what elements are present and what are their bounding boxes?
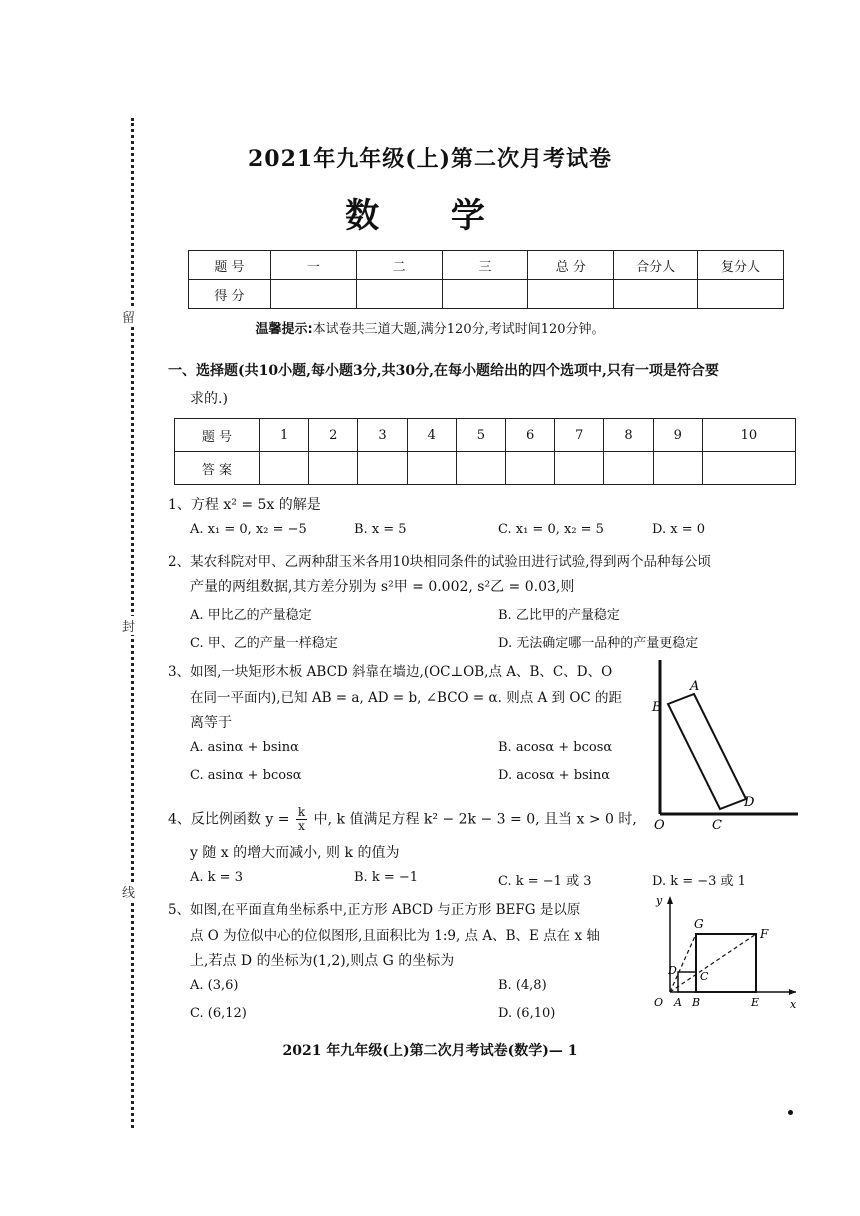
tip-label: 温馨提示:: [255, 322, 313, 337]
label-b: B: [652, 700, 662, 715]
answer-number-cell: 10: [702, 419, 795, 452]
answer-input-cell[interactable]: [653, 452, 702, 485]
label-d: D: [744, 795, 755, 810]
answer-input-cell[interactable]: [506, 452, 555, 485]
section1-heading-line1: 一、选择题(共10小题,每小题3分,共30分,在每小题给出的四个选项中,只有一项是符合要: [168, 363, 719, 379]
q2-option-b: B. 乙比甲的产量稳定: [498, 608, 620, 623]
binding-char-liu: 留: [122, 307, 135, 326]
q3-stem-line1: 3、如图,一块矩形木板 ABCD 斜靠在墙边,(OC⊥OB,点 A、B、C、D、O: [168, 664, 613, 680]
q4-stem-line1: [168, 806, 637, 833]
label-f: F: [760, 927, 769, 941]
score-header-cell: 二: [356, 251, 442, 280]
q2-option-a: A. 甲比乙的产量稳定: [190, 608, 312, 623]
label-x: x: [790, 998, 797, 1011]
score-input-cell[interactable]: [528, 280, 614, 309]
score-input-cell[interactable]: [270, 280, 356, 309]
answer-number-cell: 6: [506, 419, 555, 452]
q2-option-c: C. 甲、乙的产量一样稳定: [190, 636, 338, 651]
answer-number-cell: 7: [555, 419, 604, 452]
y-axis-arrow: [667, 896, 673, 904]
answer-number-cell: 2: [309, 419, 358, 452]
score-input-cell[interactable]: [442, 280, 528, 309]
q2-stem-line2: 产量的两组数据,其方差分别为 s²甲 = 0.002, s²乙 = 0.03,则: [190, 579, 575, 595]
q1-option-d: D. x = 0: [652, 522, 705, 537]
q2-option-d: D. 无法确定哪一品种的产量更稳定: [498, 636, 699, 651]
label-c: C: [700, 970, 709, 983]
answer-input-cell[interactable]: [358, 452, 407, 485]
label-d: D: [668, 964, 677, 977]
answer-input-cell[interactable]: [407, 452, 456, 485]
tip-text: 本试卷共三道大题,满分120分,考试时间120分钟。: [312, 322, 605, 337]
score-header-cell: 题 号: [189, 251, 271, 280]
q4-stem-line2: y 随 x 的增大而减小, 则 k 的值为: [190, 845, 400, 861]
answer-input-cell[interactable]: [260, 452, 309, 485]
answer-input-cell[interactable]: [702, 452, 795, 485]
tip-line: [0, 318, 860, 337]
answer-header-label: 题 号: [175, 419, 260, 452]
answer-number-cell: 8: [604, 419, 653, 452]
score-header-cell: 合分人: [614, 251, 698, 280]
score-input-cell[interactable]: [698, 280, 784, 309]
q3-stem-line3: 离等于: [190, 715, 232, 731]
binding-char-feng: 封: [122, 616, 135, 635]
answer-number-cell: 4: [407, 419, 456, 452]
q4-stem-post: 中, k 值满足方程 k² − 2k − 3 = 0, 且当 x > 0 时,: [313, 811, 637, 828]
q3-figure: [648, 656, 800, 836]
answer-input-cell[interactable]: [555, 452, 604, 485]
q4-frac-den: x: [298, 819, 305, 833]
label-c: C: [712, 818, 722, 833]
exam-title: 2021年九年级(上)第二次月考试卷: [247, 146, 613, 172]
score-header-cell: 一: [270, 251, 356, 280]
q1-option-b: B. x = 5: [354, 522, 407, 537]
rectangle-board: [668, 694, 746, 809]
q4-fraction: [296, 806, 307, 833]
score-input-cell[interactable]: [614, 280, 698, 309]
q5-stem-line3: 上,若点 D 的坐标为(1,2),则点 G 的坐标为: [190, 953, 455, 969]
q3-option-a: A. asinα + bsinα: [190, 740, 299, 755]
answer-table: [174, 418, 796, 485]
answer-input-cell[interactable]: [604, 452, 653, 485]
q4-option-d: D. k = −3 或 1: [652, 874, 746, 889]
answer-input-cell[interactable]: [309, 452, 358, 485]
answer-number-cell: 9: [653, 419, 702, 452]
label-y: y: [656, 894, 663, 907]
label-a: A: [690, 679, 700, 694]
q3-stem-line2: 在同一平面内),已知 AB = a, AD = b, ∠BCO = α. 则点 A 到 OC 的距: [190, 690, 623, 706]
answer-number-cell: 5: [456, 419, 505, 452]
q1-option-a: A. x₁ = 0, x₂ = −5: [190, 522, 307, 537]
q4-frac-num: k: [297, 805, 306, 819]
q5-option-d: D. (6,10): [498, 1006, 556, 1021]
score-table: [188, 250, 784, 309]
q1-stem: 1、方程 x² = 5x 的解是: [168, 497, 321, 513]
score-header-cell: 复分人: [698, 251, 784, 280]
q1-option-c: C. x₁ = 0, x₂ = 5: [498, 522, 604, 537]
section1-heading-line2: 求的.): [190, 391, 228, 407]
scan-dot: [788, 1110, 793, 1115]
label-o: O: [654, 996, 664, 1009]
q4-option-c: C. k = −1 或 3: [498, 874, 592, 889]
label-e: E: [751, 996, 760, 1009]
q5-option-b: B. (4,8): [498, 978, 547, 993]
answer-row-label: 答 案: [175, 452, 260, 485]
q4-option-b: B. k = −1: [354, 870, 419, 885]
q5-stem-line2: 点 O 为位似中心的位似图形,且面积比为 1:9, 点 A、B、E 点在 x 轴: [190, 928, 600, 944]
q4-option-a: A. k = 3: [190, 870, 243, 885]
score-header-cell: 三: [442, 251, 528, 280]
q3-option-c: C. asinα + bcosα: [190, 768, 302, 783]
score-header-cell: 总 分: [528, 251, 614, 280]
q5-option-c: C. (6,12): [190, 1006, 247, 1021]
q4-stem-pre: 4、反比例函数 y =: [168, 811, 290, 828]
q5-figure: [650, 892, 800, 1014]
label-g: G: [694, 917, 704, 931]
x-axis-arrow: [789, 989, 796, 995]
q3-option-b: B. acosα + bcosα: [498, 740, 613, 755]
square-befg: [696, 934, 756, 992]
subject-title: 数 学: [345, 196, 515, 236]
square-abcd: [678, 972, 696, 992]
label-a: A: [674, 996, 682, 1009]
score-row-label: 得 分: [189, 280, 271, 309]
page-footer: 2021 年九年级(上)第二次月考试卷(数学)— 1: [282, 1043, 578, 1059]
label-b: B: [692, 996, 701, 1009]
q2-stem-line1: 2、某农科院对甲、乙两种甜玉米各用10块相同条件的试验田进行试验,得到两个品种每公顷: [168, 554, 712, 570]
q5-stem-line1: 5、如图,在平面直角坐标系中,正方形 ABCD 与正方形 BEFG 是以原: [168, 902, 581, 918]
label-o: O: [654, 818, 665, 833]
answer-input-cell[interactable]: [456, 452, 505, 485]
answer-number-cell: 3: [358, 419, 407, 452]
q3-option-d: D. acosα + bsinα: [498, 768, 610, 783]
answer-number-cell: 1: [260, 419, 309, 452]
score-input-cell[interactable]: [356, 280, 442, 309]
q5-option-a: A. (3,6): [190, 978, 239, 993]
binding-char-xian: 线: [122, 882, 135, 901]
